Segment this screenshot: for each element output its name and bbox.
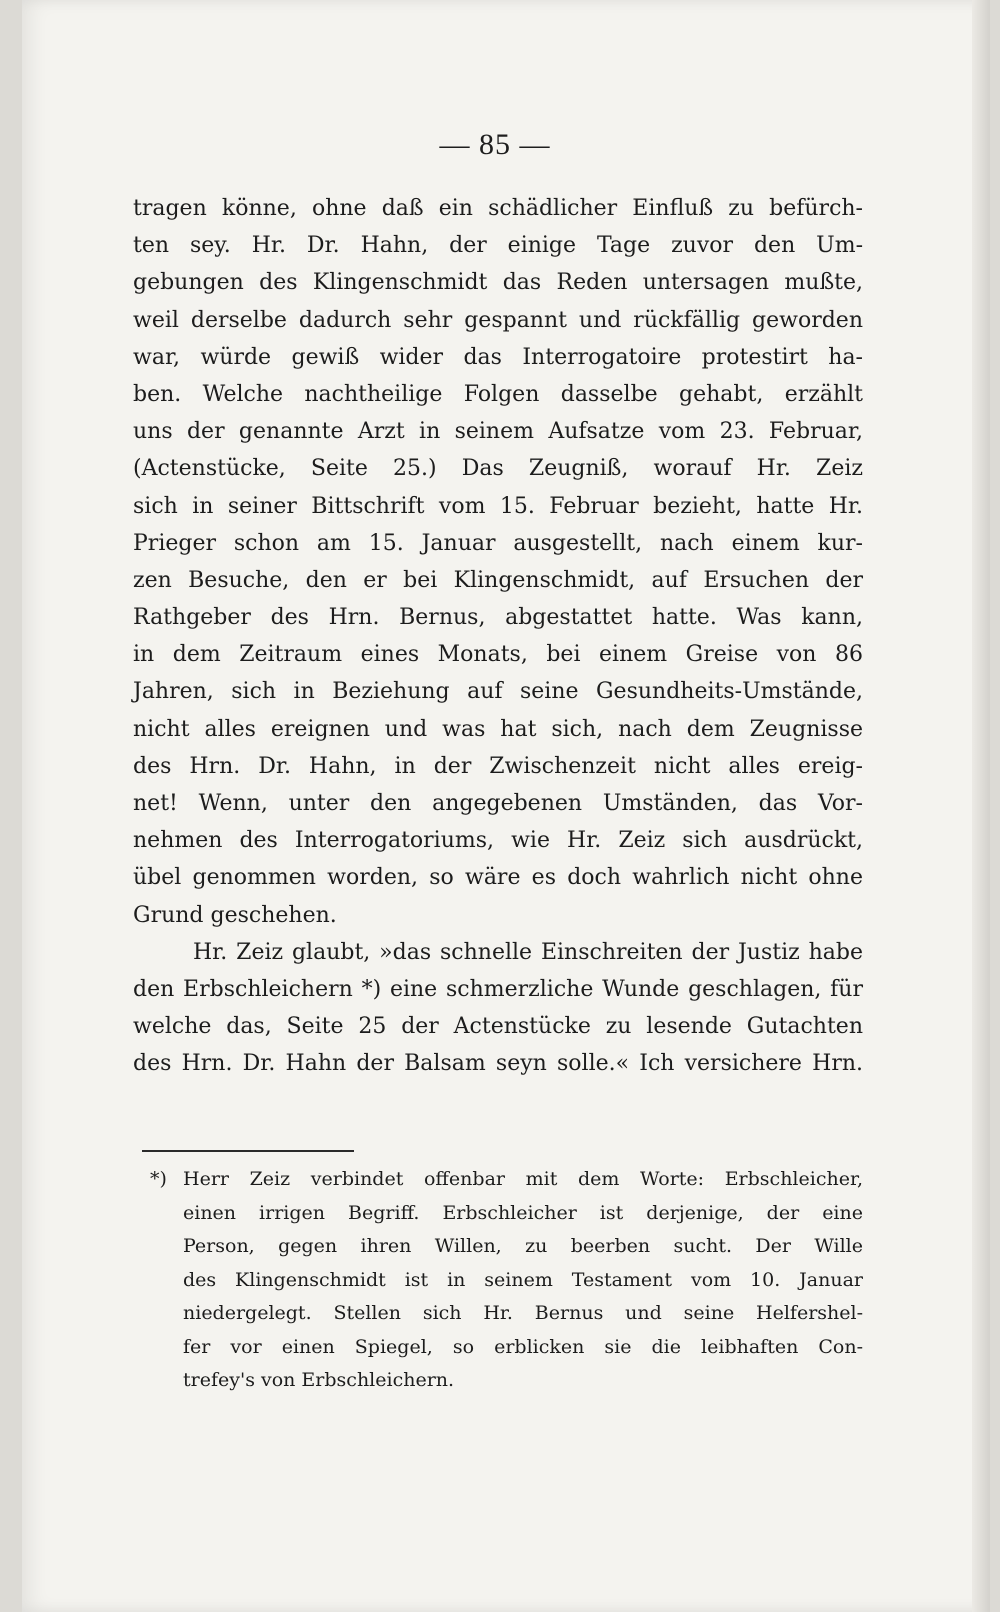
- text-line: net! Wenn, unter den angegebenen Umständen, das Vor-: [133, 791, 863, 816]
- text-line: welche das, Seite 25 der Actenstücke zu lesende Gutachten: [133, 1014, 863, 1040]
- footnote-line: trefey's von Erbschleichern.: [183, 1369, 455, 1391]
- text-line: tragen könne, ohne daß ein schädlicher Einfluß zu befürch-: [133, 196, 863, 221]
- main-text: [133, 190, 863, 1083]
- text-line: des Hrn. Dr. Hahn, in der Zwischenzeit nicht alles ereig-: [133, 753, 863, 779]
- text-line: Rathgeber des Hrn. Bernus, abgestattet hatte. Was kann,: [133, 605, 863, 631]
- footnote-line: des Klingenschmidt ist in seinem Testament vom 10. Januar: [183, 1268, 863, 1291]
- text-line: sich in seiner Bittschrift vom 15. Februar bezieht, hatte Hr.: [133, 493, 863, 519]
- text-line: nehmen des Interrogatoriums, wie Hr. Zeiz sich ausdrückt,: [133, 828, 863, 854]
- text-line: Grund geschehen.: [133, 902, 337, 928]
- text-line: (Actenstücke, Seite 25.) Das Zeugniß, worauf Hr. Zeiz: [133, 456, 863, 482]
- page-number: — 85 —: [439, 128, 551, 161]
- text-line: zen Besuche, den er bei Klingenschmidt, auf Ersuchen der: [133, 567, 863, 593]
- text-line: war, würde gewiß wider das Interrogatoire protestirt ha-: [133, 344, 863, 370]
- page-edge-shadow: [972, 0, 990, 1612]
- text-line: Jahren, sich in Beziehung auf seine Gesundheits-Umstände,: [133, 679, 863, 705]
- footnote-text: [183, 1163, 863, 1398]
- text-line: Hr. Zeiz glaubt, »das schnelle Einschreiten der Justiz habe: [193, 939, 863, 965]
- text-line: gebungen des Klingenschmidt das Reden untersagen mußte,: [133, 270, 863, 296]
- text-line: in dem Zeitraum eines Monats, bei einem Greise von 86: [133, 642, 863, 668]
- text-line: des Hrn. Dr. Hahn der Balsam seyn solle.« Ich versichere Hrn.: [133, 1051, 863, 1077]
- text-line: ben. Welche nachtheilige Folgen dasselbe gehabt, erzählt: [133, 381, 863, 407]
- footnote-line: einen irrigen Begriff. Erbschleicher ist derjenige, der eine: [183, 1201, 863, 1224]
- text-line: den Erbschleichern *) eine schmerzliche Wunde geschlagen, für: [133, 976, 863, 1002]
- text-line: uns der genannte Arzt in seinem Aufsatze vom 23. Februar,: [133, 419, 863, 445]
- footnote-line: fer vor einen Spiegel, so erblicken sie die leibhaften Con-: [183, 1335, 863, 1358]
- footnote-line: Herr Zeiz verbindet offenbar mit dem Worte: Erbschleicher,: [183, 1168, 863, 1190]
- footnote-marker: *): [150, 1168, 167, 1190]
- footnote-rule: [142, 1150, 354, 1152]
- text-line: übel genommen worden, so wäre es doch wahrlich nicht ohne: [133, 865, 863, 891]
- text-line: weil derselbe dadurch sehr gespannt und rückfällig geworden: [133, 307, 863, 333]
- text-line: Prieger schon am 15. Januar ausgestellt, nach einem kur-: [133, 530, 863, 556]
- footnote-line: Person, gegen ihren Willen, zu beerben sucht. Der Wille: [183, 1235, 863, 1257]
- footnote-line: niedergelegt. Stellen sich Hr. Bernus und seine Helfershel-: [183, 1302, 863, 1324]
- text-line: nicht alles ereignen und was hat sich, nach dem Zeugnisse: [133, 716, 863, 742]
- text-line: ten sey. Hr. Dr. Hahn, der einige Tage zuvor den Um-: [133, 233, 863, 259]
